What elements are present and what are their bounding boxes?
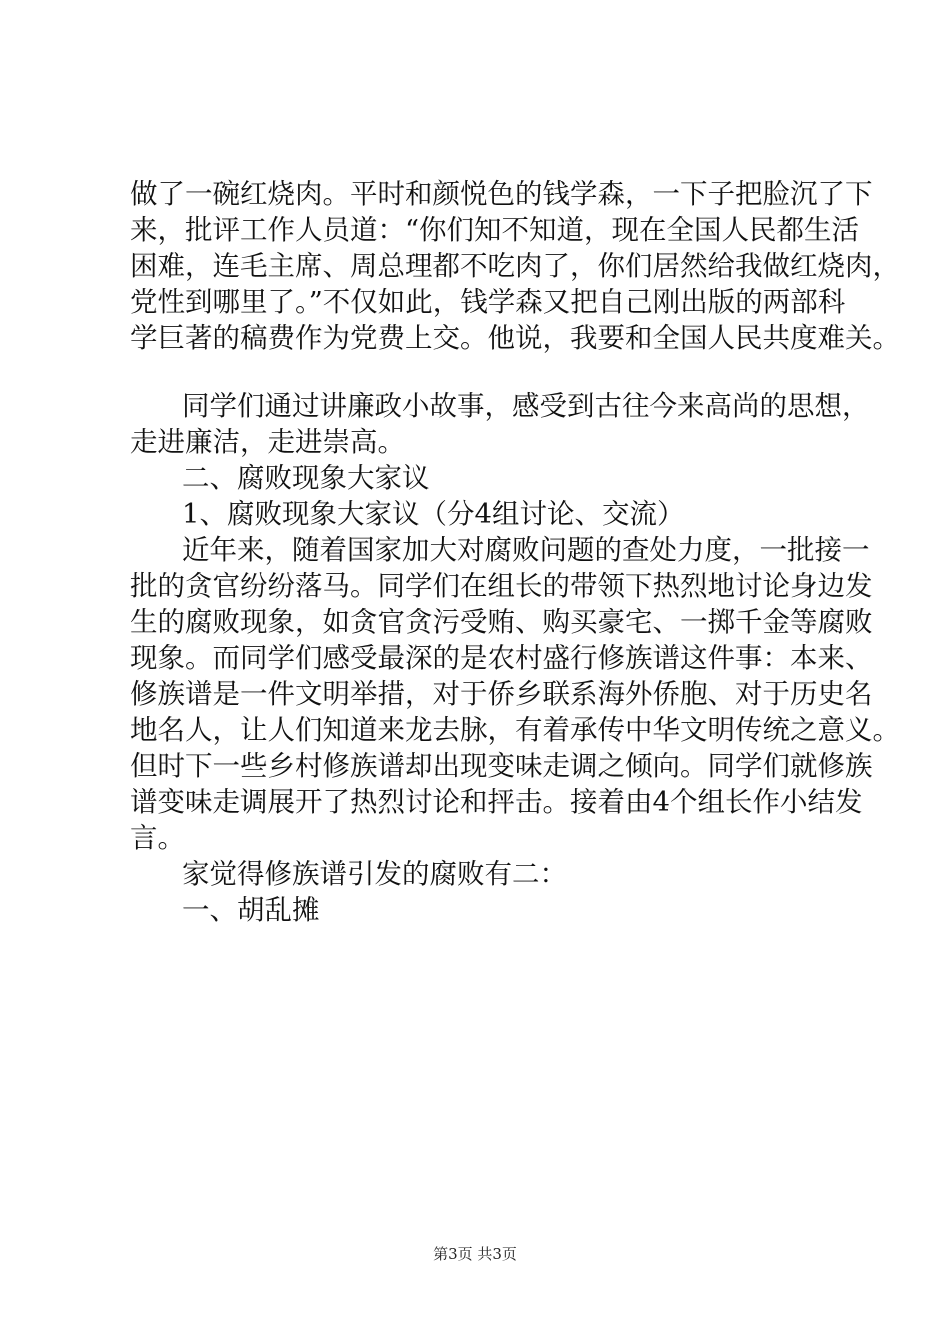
paragraph-line: 现象。而同学们感受最深的是农村盛行修族谱这件事：本来、	[130, 642, 873, 674]
paragraph-line: 生的腐败现象，如贪官贪污受贿、购买豪宅、一掷千金等腐败	[130, 606, 873, 638]
paragraph-line: 谱变味走调展开了热烈讨论和抨击。接着由4个组长作小结发	[130, 786, 863, 818]
paragraph-line: 批的贪官纷纷落马。同学们在组长的带领下热烈地讨论身边发	[130, 570, 873, 602]
paragraph-line: 困难，连毛主席、周总理都不吃肉了，你们居然给我做红烧肉，	[130, 250, 900, 282]
list-item: 一、胡乱摊	[182, 894, 320, 926]
paragraph-line: 修族谱是一件文明举措，对于侨乡联系海外侨胞、对于历史名	[130, 678, 873, 710]
paragraph-line: 同学们通过讲廉政小故事，感受到古往今来高尚的思想，	[182, 390, 870, 422]
paragraph-line: 做了一碗红烧肉。平时和颜悦色的钱学森，一下子把脸沉了下	[130, 178, 873, 210]
paragraph-line: 走进廉洁，走进崇高。	[130, 426, 405, 458]
paragraph-line: 地名人，让人们知道来龙去脉，有着承传中华文明传统之意义。	[130, 714, 900, 746]
paragraph-line: 近年来，随着国家加大对腐败问题的查处力度，一批接一	[182, 534, 870, 566]
paragraph-line: 党性到哪里了。”不仅如此，钱学森又把自己刚出版的两部科	[130, 286, 846, 318]
section-heading: 二、腐败现象大家议	[182, 462, 430, 494]
paragraph-line: 言。	[130, 822, 185, 854]
paragraph-line: 来，批评工作人员道：“你们知不知道，现在全国人民都生活	[130, 214, 860, 246]
paragraph-line: 学巨著的稿费作为党费上交。他说，我要和全国人民共度难关。	[130, 322, 900, 354]
paragraph-line: 但时下一些乡村修族谱却出现变味走调之倾向。同学们就修族	[130, 750, 873, 782]
page-number-footer: 第3页 共3页	[433, 1245, 517, 1263]
paragraph-line: 家觉得修族谱引发的腐败有二：	[182, 858, 567, 890]
subsection-heading: 1、腐败现象大家议（分4组讨论、交流）	[182, 498, 685, 530]
